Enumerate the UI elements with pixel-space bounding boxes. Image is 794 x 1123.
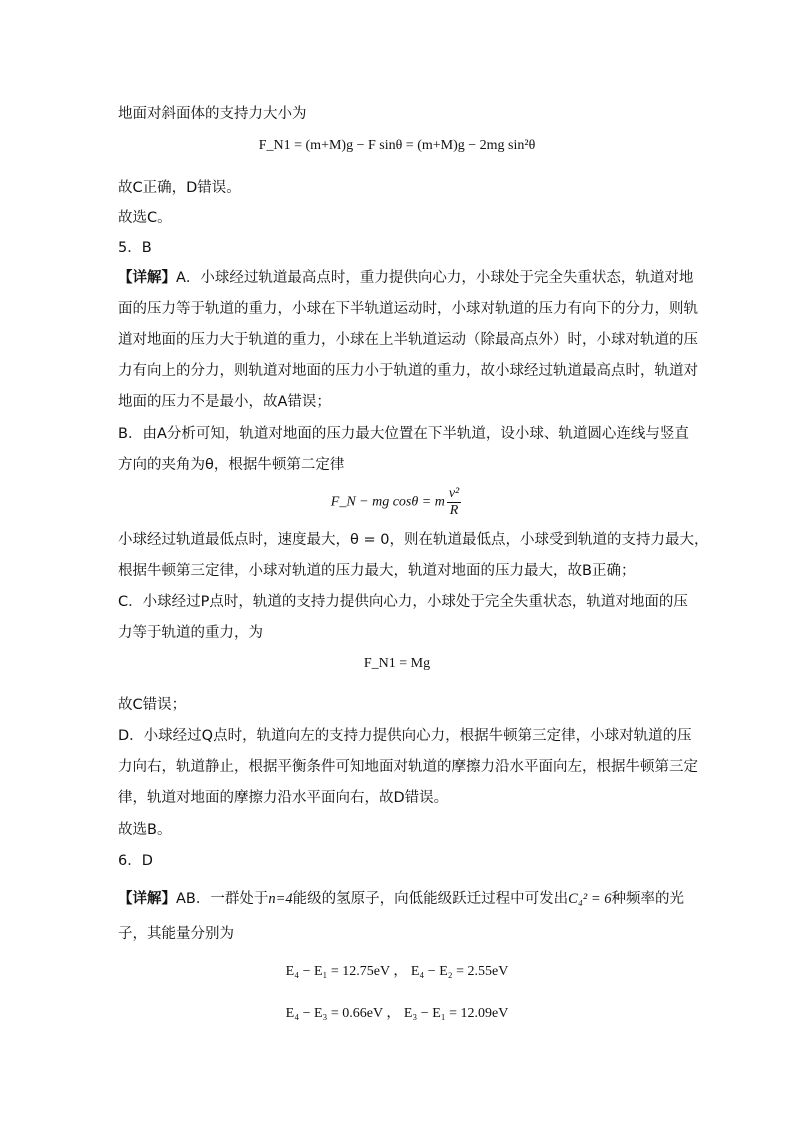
- text-line: 故选C。: [118, 210, 172, 226]
- fraction-numerator: v²: [448, 486, 460, 501]
- equation-support-force: F_N1 = (m+M)g − F sinθ = (m+M)g − 2mg sin²θ: [258, 138, 536, 153]
- text-line: 根据牛顿第三定律，小球对轨道的压力最大，轨道对地面的压力最大，故B正确；: [118, 563, 636, 579]
- text-line: 力有向上的分力，则轨道对地面的压力小于轨道的重力，故小球经过轨道最高点时，轨道对: [118, 363, 698, 379]
- answer-heading: 5．B: [118, 240, 152, 256]
- detail-tag: 【详解】: [118, 270, 176, 286]
- text-span: AB．一群处于: [176, 891, 269, 907]
- answer-heading: 6．D: [118, 853, 153, 869]
- fraction-denominator: R: [449, 503, 459, 518]
- equation-energy-1: E₄ − E₁ = 12.75eV ， E₄ − E₂ = 2.55eV: [285, 964, 509, 979]
- text-line: 故选B。: [118, 822, 172, 838]
- fraction: [447, 486, 461, 519]
- text-line: 律，轨道对地面的摩擦力沿水平面向右，故D错误。: [118, 790, 449, 806]
- text-line: 力向右，轨道静止，根据平衡条件可知地面对轨道的摩擦力沿水平面向左，根据牛顿第三定: [118, 759, 698, 775]
- text-line: [118, 268, 693, 288]
- equation-newton-second: [0, 486, 794, 519]
- text-line: 道对地面的压力大于轨道的重力，小球在上半轨道运动（除最高点外）时，小球对轨道的压: [118, 332, 698, 348]
- text-span: 种频率的光: [611, 891, 685, 907]
- detail-tag: 【详解】: [118, 891, 176, 907]
- text-line: 力等于轨道的重力，为: [118, 625, 263, 641]
- math-inline: n=4: [268, 891, 293, 907]
- math-inline: C₄² = 6: [568, 891, 612, 907]
- text-line: 地面的压力不是最小，故A错误；: [118, 394, 331, 410]
- equation-energy-2: E₄ − E₃ = 0.66eV ， E₃ − E₁ = 12.09eV: [285, 1006, 509, 1021]
- text-line: C．小球经过P点时，轨道的支持力提供向心力，小球处于完全失重状态，轨道对地面的压: [118, 594, 688, 610]
- text-line: 面的压力等于轨道的重力，小球在下半轨道运动时，小球对轨道的压力有向下的分力，则轨: [118, 301, 698, 317]
- text-line: 子，其能量分别为: [118, 926, 234, 942]
- text-line: 方向的夹角为θ，根据牛顿第二定律: [118, 457, 345, 473]
- text-line: 故C错误；: [118, 697, 187, 713]
- equation-left: F_N − mg cosθ = m: [330, 494, 445, 510]
- text-line: B．由A分析可知，轨道对地面的压力最大位置在下半轨道，设小球、轨道圆心连线与竖直: [118, 426, 689, 442]
- text-line: 地面对斜面体的支持力大小为: [118, 106, 307, 122]
- text-line: [118, 889, 684, 909]
- text-span: A．小球经过轨道最高点时，重力提供向心力，小球处于完全失重状态，轨道对地: [176, 270, 694, 286]
- text-line: 故C正确，D错误。: [118, 180, 241, 196]
- equation-track-force: F_N1 = Mg: [363, 656, 431, 671]
- text-line: 小球经过轨道最低点时，速度最大，θ = 0，则在轨道最低点，小球受到轨道的支持力最大，: [118, 532, 709, 548]
- text-line: D．小球经过Q点时，轨道向左的支持力提供向心力，根据牛顿第三定律，小球对轨道的压: [118, 728, 692, 744]
- text-span: 能级的氢原子，向低能级跃迁过程中可发出: [292, 891, 569, 907]
